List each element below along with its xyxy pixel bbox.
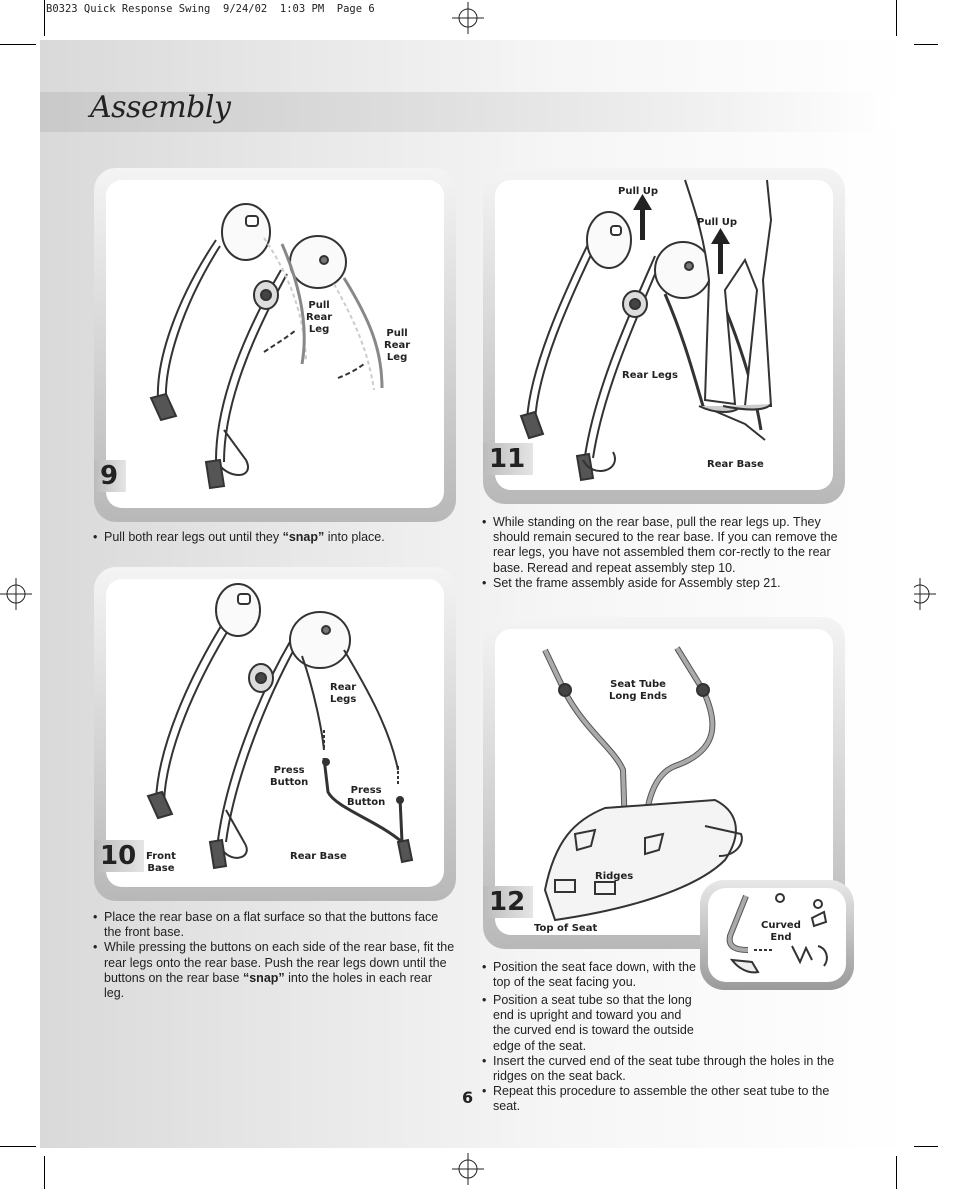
step9-bullet-1: • Pull both rear legs out until they “snap” into place. (93, 530, 453, 545)
label-top-of-seat: Top of Seat (534, 923, 598, 934)
step11-instructions (482, 515, 844, 591)
step10-number: 10 (94, 840, 144, 872)
step9-number: 9 (94, 460, 126, 492)
step12-number: 12 (483, 886, 533, 918)
crop-mark (0, 1146, 36, 1147)
print-slug: B0323 Quick Response Swing 9/24/02 1:03 PM Page 6 (46, 3, 375, 15)
step10-bullet-1: • Place the rear base on a flat surface so that the buttons face the front base. (93, 910, 455, 940)
step11-bullet-1: • While standing on the rear base, pull the rear legs up. They should remain secured to the rear base. If you can remove the rear legs, you have not assembled them cor-rectly to the rear base. Reread and repeat assembly step 10. (482, 515, 844, 576)
label-ridges: Ridges (595, 871, 634, 882)
label-pull-rear-leg-2: Pull Rear Leg (384, 328, 411, 363)
label-rear-legs-10: Rear Legs (330, 682, 357, 705)
step10-instructions (93, 910, 455, 1001)
step11-bullet-2: • Set the frame assembly aside for Assembly step 21. (482, 576, 844, 591)
label-pull-rear-leg-1: Pull Rear Leg (306, 300, 333, 335)
crop-mark (896, 0, 897, 36)
registration-mark-icon (452, 2, 484, 34)
step12-instructions-b (482, 993, 846, 1115)
label-rear-base-10: Rear Base (290, 851, 347, 862)
label-pull-up-2: Pull Up (697, 217, 738, 228)
registration-mark-icon (452, 1153, 484, 1185)
crop-mark (896, 1156, 897, 1189)
step12-bullet-4: • Repeat this procedure to assemble the other seat tube to the seat. (482, 1084, 846, 1114)
label-press-button-2: Press Button (347, 785, 386, 808)
step10-illustration (106, 580, 444, 880)
label-rear-legs-11: Rear Legs (622, 370, 678, 381)
step11-illustration (495, 180, 833, 486)
crop-mark (44, 1156, 45, 1189)
step12-bullet-2: • Position a seat tube so that the long end is upright and toward you and the curved end is toward the outside edge of the seat. (482, 993, 846, 1054)
step12-bullet-3: • Insert the curved end of the seat tube through the holes in the ridges on the seat back. (482, 1054, 846, 1084)
step9-instructions (93, 530, 453, 545)
label-rear-base-11: Rear Base (707, 459, 764, 470)
label-pull-up-1: Pull Up (618, 186, 659, 197)
page-title: Assembly (90, 90, 231, 125)
label-seat-tube-long-ends: Seat Tube Long Ends (609, 679, 668, 702)
label-front-base: Front Base (146, 851, 176, 874)
label-press-button-1: Press Button (270, 765, 309, 788)
crop-mark (0, 44, 36, 45)
crop-mark (44, 0, 45, 36)
page-number: 6 (462, 1088, 474, 1107)
step10-bullet-2: • While pressing the buttons on each side of the rear base, fit the rear legs onto the rear base. Push the rear legs down until the buttons on the rear base “snap” into the holes in each rear leg. (93, 940, 455, 1001)
step11-number: 11 (483, 443, 533, 475)
step12-bullet-1: • Position the seat face down, with the top of the seat facing you. (482, 960, 697, 990)
registration-mark-icon (0, 578, 32, 610)
label-curved-end: Curved End (761, 920, 801, 943)
step12-instructions-a (482, 960, 697, 990)
